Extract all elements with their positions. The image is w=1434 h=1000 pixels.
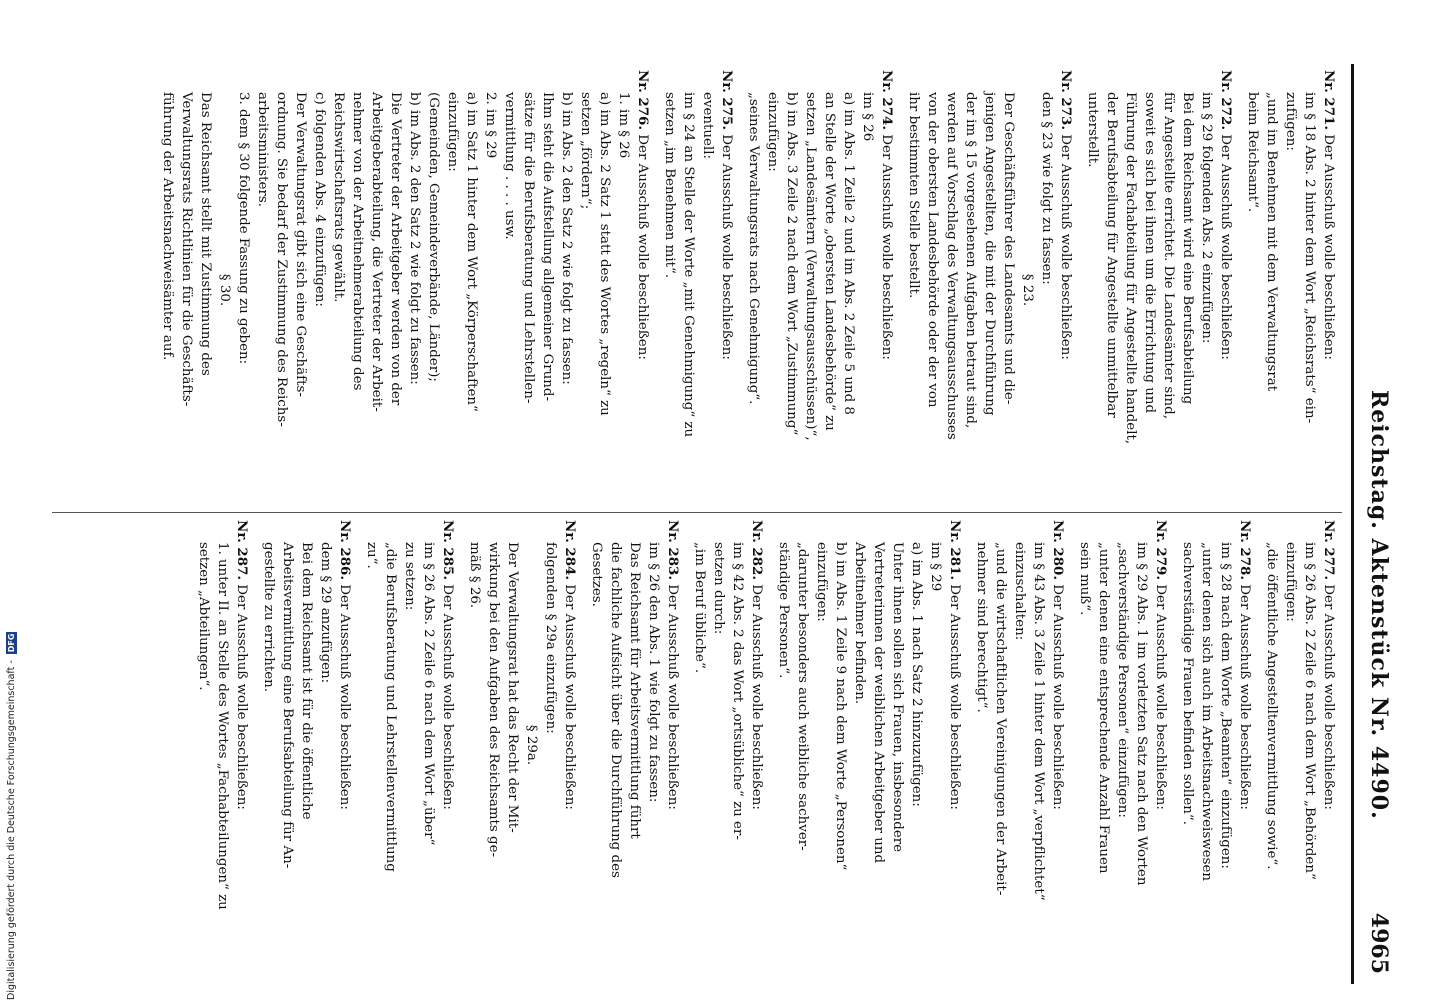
motion-entry [1075, 520, 1170, 970]
header-rule [1351, 64, 1354, 984]
motion-number: Nr. 278. [1237, 520, 1253, 581]
motion-line: setzen durch: [711, 542, 726, 635]
motion-line: vermittlung . . . . usw. [502, 92, 517, 240]
motion-line: einzuschalten: [1012, 542, 1027, 641]
motion-text: Der Ausschuß wolle beschließen: [1321, 134, 1336, 360]
motion-line: Der Verwaltungsrat hat das Recht der Mit- [505, 542, 520, 833]
motion-line: 3. dem § 30 folgende Fassung zu geben: [236, 92, 251, 365]
motion-line: einzufügen: [765, 92, 780, 172]
motion-line: Arbeitsvermittlung eine Berufsabteilung für An- [280, 542, 295, 869]
motion-line: dem § 29 anzufügen: [318, 542, 333, 684]
motion-text: Der Ausschuß wolle beschließen: [1321, 584, 1336, 810]
motion-line: Verwaltungsrats Richtlinien für die Geschäfts- [179, 92, 194, 407]
motion-line: „und die wirtschaftlichen Vereinigungen der Arbeit- [993, 542, 1008, 896]
motion-number: Nr. 284. [562, 520, 578, 581]
motion-line: im § 29 [928, 542, 943, 592]
motion-line: „sachverständige Personen“ einzufügen: [1115, 542, 1130, 818]
motion-line: zufügen: [1283, 92, 1298, 151]
motion-heading [945, 520, 964, 970]
motion-line: arbeitsministers. [255, 92, 270, 208]
motion-entry [362, 520, 457, 970]
motion-text: Der Ausschuß wolle beschließen: [719, 134, 734, 360]
motion-line: setzen „Abteilungen“. [196, 542, 211, 691]
motion-line: gestellte zu errichten. [261, 542, 276, 693]
motion-line: beim Reichsamt“. [1245, 92, 1260, 213]
motion-text: Der Ausschuß wolle beschließen: [947, 584, 962, 810]
right-column [186, 520, 1338, 970]
motion-line: folgenden § 29a einzufügen: [543, 542, 558, 734]
motion-heading [1216, 70, 1235, 510]
motion-line: Unter ihnen sollen sich Frauen, insbesondere [890, 542, 905, 853]
motion-number: Nr. 274. [879, 70, 895, 131]
motion-heading [1056, 70, 1075, 510]
motion-line: § 29a. [524, 724, 539, 766]
motion-number: Nr. 287. [234, 520, 250, 581]
motion-line: im § 28 nach dem Worte „Beamten“ einzufügen: [1218, 542, 1233, 869]
motion-number: Nr. 281. [947, 520, 963, 581]
motion-heading [663, 520, 682, 970]
motion-heading [560, 520, 579, 970]
motion-text: Der Ausschuß wolle beschließen: [665, 584, 680, 810]
motion-line: b) im Abs. 2 den Satz 2 wie folgt zu fassen: [407, 92, 422, 385]
motion-line: Der Verwaltungsrat gibt sich eine Geschäfts- [293, 92, 308, 397]
motion-entry [972, 520, 1067, 970]
motion-heading [877, 70, 896, 510]
motion-number: Nr. 280. [1050, 520, 1066, 581]
motion-line: sein muß“. [1077, 542, 1092, 616]
motion-number: Nr. 285. [440, 520, 456, 581]
motion-line: c) folgenden Abs. 4 einzufügen: [312, 92, 327, 307]
motion-heading [717, 70, 736, 510]
motion-line: ihr bestimmten Stelle bestellt. [906, 92, 921, 299]
motion-line: führung der Arbeitsnachweisämter auf. [160, 92, 175, 361]
motion-line: b) im Abs. 3 Zeile 2 nach dem Wort „Zustimmung“ [784, 92, 799, 436]
motion-line: Bei dem Reichsamt ist für die öffentliche [299, 542, 314, 820]
motion-text: Der Ausschuß wolle beschließen: [749, 584, 764, 810]
motion-heading [1319, 70, 1338, 510]
motion-line: Das Reichsamt für Arbeitsvermittlung führt [627, 542, 642, 839]
motion-line: im § 29 folgenden Abs. 2 einzufügen: [1199, 92, 1214, 344]
motion-line: § 23. [1020, 273, 1035, 307]
motion-entry [259, 520, 354, 970]
motion-entry [904, 70, 1075, 510]
motion-entry [774, 520, 964, 970]
motion-line: mäß § 26. [467, 542, 482, 609]
motion-line: 1. unter II. an Stelle des Wortes „Fachabteilungen“ zu [215, 542, 230, 910]
motion-line: Führung der Fachabteilung für Angestellte handelt, [1123, 92, 1138, 445]
motion-line: Der Geschäftsführer des Landesamts und die- [1001, 92, 1016, 405]
motion-text: Der Ausschuß wolle beschließen: [1153, 584, 1168, 810]
motion-line: der Berufsabteilung für Angestellte unmittelbar [1104, 92, 1119, 418]
motion-entry [587, 520, 682, 970]
motion-number: Nr. 271. [1321, 70, 1337, 131]
motion-line: einzufügen: [445, 92, 460, 172]
motion-line: Die Vertreter der Arbeitgeber werden von der [388, 92, 403, 406]
motion-text: Der Ausschuß wolle beschließen: [1050, 584, 1065, 810]
page-number: 4965 [1366, 912, 1392, 974]
motion-number: Nr. 279. [1153, 520, 1169, 581]
motion-line: „im Beruf übliche“. [692, 542, 707, 674]
motion-entry [465, 520, 579, 970]
motion-line: ständige Personen“. [776, 542, 791, 679]
motion-entry [660, 70, 736, 510]
motion-line: eventuell: [700, 92, 715, 160]
motion-line: zu“. [364, 542, 379, 569]
motion-line: setzen „fördern“; [578, 92, 593, 210]
motion-line: im § 26 Abs. 2 Zeile 6 nach dem Wort „über“ [421, 542, 436, 846]
motion-line: den § 23 wie folgt zu fassen: [1039, 92, 1054, 285]
motion-entry [1178, 520, 1254, 970]
motion-line: jenigen Angestellten, die mit der Durchführung [982, 92, 997, 416]
motion-entry [690, 520, 766, 970]
page-header [1358, 60, 1394, 980]
motion-text: Der Ausschuß wolle beschließen: [562, 584, 577, 810]
motion-line: Ihm steht die Aufstellung allgemeiner Grund- [540, 92, 555, 402]
motion-heading [232, 520, 251, 970]
dfg-logo: DFG [7, 633, 16, 653]
motion-entry [194, 520, 251, 970]
motion-line: a) im Satz 1 hinter dem Wort „Körperschaften“ [464, 92, 479, 412]
motion-heading [1235, 520, 1254, 970]
motion-entry [1243, 70, 1338, 510]
credit-text: Digitalisierung gefördert durch die Deutsche Forschungsgemeinschaft - [6, 660, 17, 1000]
motion-text: Der Ausschuß wolle beschließen: [337, 584, 352, 810]
motion-line: für Angestellte errichtet. Die Landesämter sind, [1161, 92, 1176, 419]
motion-line: „und im Benehmen mit dem Verwaltungsrat [1264, 92, 1279, 392]
motion-line: zu setzen: [402, 542, 417, 611]
motion-line: „unter denen eine entsprechende Anzahl Frauen [1096, 542, 1111, 874]
motion-line: von der obersten Landesbehörde oder der von [925, 92, 940, 408]
motion-number: Nr. 283. [665, 520, 681, 581]
motion-entry [1083, 70, 1235, 510]
motion-text: Der Ausschuß wolle beschließen: [879, 134, 894, 360]
motion-line: im § 26 [860, 92, 875, 142]
motion-line: Gesetzes. [589, 542, 604, 607]
motion-heading [335, 520, 354, 970]
motion-number: Nr. 272. [1218, 70, 1234, 131]
motion-line: sätze für die Berufsberatung und Lehrstellen- [521, 92, 536, 404]
motion-heading [438, 520, 457, 970]
motion-line: „unter denen sich auch im Arbeitsnachweiswesen [1199, 542, 1214, 882]
motion-line: a) im Abs. 2 Satz 1 statt des Wortes „regeln“ zu [597, 92, 612, 416]
motion-line: a) im Abs. 1 nach Satz 2 hinzuzufügen: [909, 542, 924, 807]
motion-line: Das Reichsamt stellt mit Zustimmung des [198, 92, 213, 376]
digitization-credit [6, 632, 17, 1000]
motion-line: „die öffentliche Angestelltenvermittlung sowie“. [1264, 542, 1279, 870]
motion-text: Der Ausschuß wolle beschließen: [234, 584, 249, 810]
motion-line: die fachliche Aufsicht über die Durchführung des [608, 542, 623, 878]
motion-line: setzen „im Benehmen mit“. [662, 92, 677, 279]
motion-text: Der Ausschuß wolle beschließen: [440, 584, 455, 810]
motion-heading [1319, 520, 1338, 970]
motion-line: werden auf Vorschlag des Verwaltungsausschusses [944, 92, 959, 440]
motion-number: Nr. 286. [337, 520, 353, 581]
motion-line: einzufügen: [1283, 542, 1298, 622]
motion-number: Nr. 275. [719, 70, 735, 131]
motion-heading [1151, 520, 1170, 970]
motion-line: nehmer von der Arbeitnehmerabteilung des [350, 92, 365, 391]
motion-line: unterstellt. [1085, 92, 1100, 168]
motion-line: b) im Abs. 2 den Satz 2 wie folgt zu fassen: [559, 92, 574, 385]
motion-line: Arbeitnehmer befinden. [852, 542, 867, 705]
motion-line: im § 26 Abs. 2 Zeile 6 nach dem Wort „Behörden“ [1302, 542, 1317, 880]
motion-line: an Stelle der Worte „obersten Landesbehörde“ zu [822, 92, 837, 431]
motion-number: Nr. 282. [749, 520, 765, 581]
motion-line: im § 29 Abs. 1 im vorletzten Satz nach den Worten [1134, 542, 1149, 886]
motion-line: im § 18 Abs. 2 hinter dem Wort „Reichsrats“ ein- [1302, 92, 1317, 424]
motion-text: Der Ausschuß wolle beschließen: [1218, 134, 1233, 360]
motion-entry [744, 70, 896, 510]
motion-line: (Gemeinden, Gemeindeverbände, Länder); [426, 92, 441, 382]
motion-entry [1262, 520, 1338, 970]
motion-line: Arbeitgeberabteilung, die Vertreter der Arbeit- [369, 92, 384, 412]
motion-line: soweit es sich bei ihnen um die Errichtung und [1142, 92, 1157, 414]
motion-line: b) im Abs. 1 Zeile 9 nach dem Worte „Personen“ [833, 542, 848, 871]
motion-line: a) im Abs. 1 Zeile 2 und im Abs. 2 Zeile 5 und 8 [841, 92, 856, 415]
motion-number: Nr. 277. [1321, 520, 1337, 581]
motion-text: Der Ausschuß wolle beschließen: [635, 134, 650, 360]
motion-line: ordnung. Sie bedarf der Zustimmung des Reichs- [274, 92, 289, 427]
motion-heading [747, 520, 766, 970]
motion-text: Der Ausschuß wolle beschließen: [1058, 134, 1073, 360]
motion-line: nehmer sind berechtigt“. [974, 542, 989, 713]
motion-line: im § 43 Abs. 3 Zeile 1 hinter dem Wort „verpflichtet“ [1031, 542, 1046, 901]
left-column [150, 70, 1338, 510]
page-title: Reichstag. Aktenstück Nr. 4490. [1366, 390, 1392, 820]
motion-line: Reichswirtschaftsrats gewählt. [331, 92, 346, 303]
motion-line: „darunter besonders auch weibliche sachver- [795, 542, 810, 851]
motion-entry [158, 70, 652, 510]
motion-text: Der Ausschuß wolle beschließen: [1237, 584, 1252, 810]
motion-line: § 30. [217, 273, 232, 307]
column-divider [52, 512, 1342, 513]
motion-line: wirkung bei den Aufgaben des Reichsamts ge- [486, 542, 501, 858]
motion-line: im § 24 an Stelle der Worte „mit Genehmigung“ zu [681, 92, 696, 438]
motion-line: Vertreterinnen der weiblichen Arbeitgeber und [871, 542, 886, 864]
motion-line: setzen „Landesämtern (Verwaltungsausschüssen)“, [803, 92, 818, 441]
motion-line: der im § 15 vorgesehenen Aufgaben betraut sind, [963, 92, 978, 429]
motion-heading [633, 70, 652, 510]
motion-line: „die Berufsberatung und Lehrstellenvermittlung [383, 542, 398, 872]
motion-number: Nr. 273. [1058, 70, 1074, 131]
motion-line: „seines Verwaltungsrats nach Genehmigung“. [746, 92, 761, 405]
motion-line: 2. im § 29 [483, 92, 498, 159]
motion-heading [1048, 520, 1067, 970]
motion-line: 1. im § 26 [616, 92, 631, 159]
motion-line: sachverständige Frauen befinden sollen“. [1180, 542, 1195, 826]
motion-line: im § 42 Abs. 2 das Wort „ortsübliche“ zu er- [730, 542, 745, 840]
motion-line: einzufügen: [814, 542, 829, 622]
motion-line: Bei dem Reichsamt wird eine Berufsabteilung [1180, 92, 1195, 405]
motion-number: Nr. 276. [635, 70, 651, 131]
motion-line: im § 26 den Abs. 1 wie folgt zu fassen: [646, 542, 661, 803]
